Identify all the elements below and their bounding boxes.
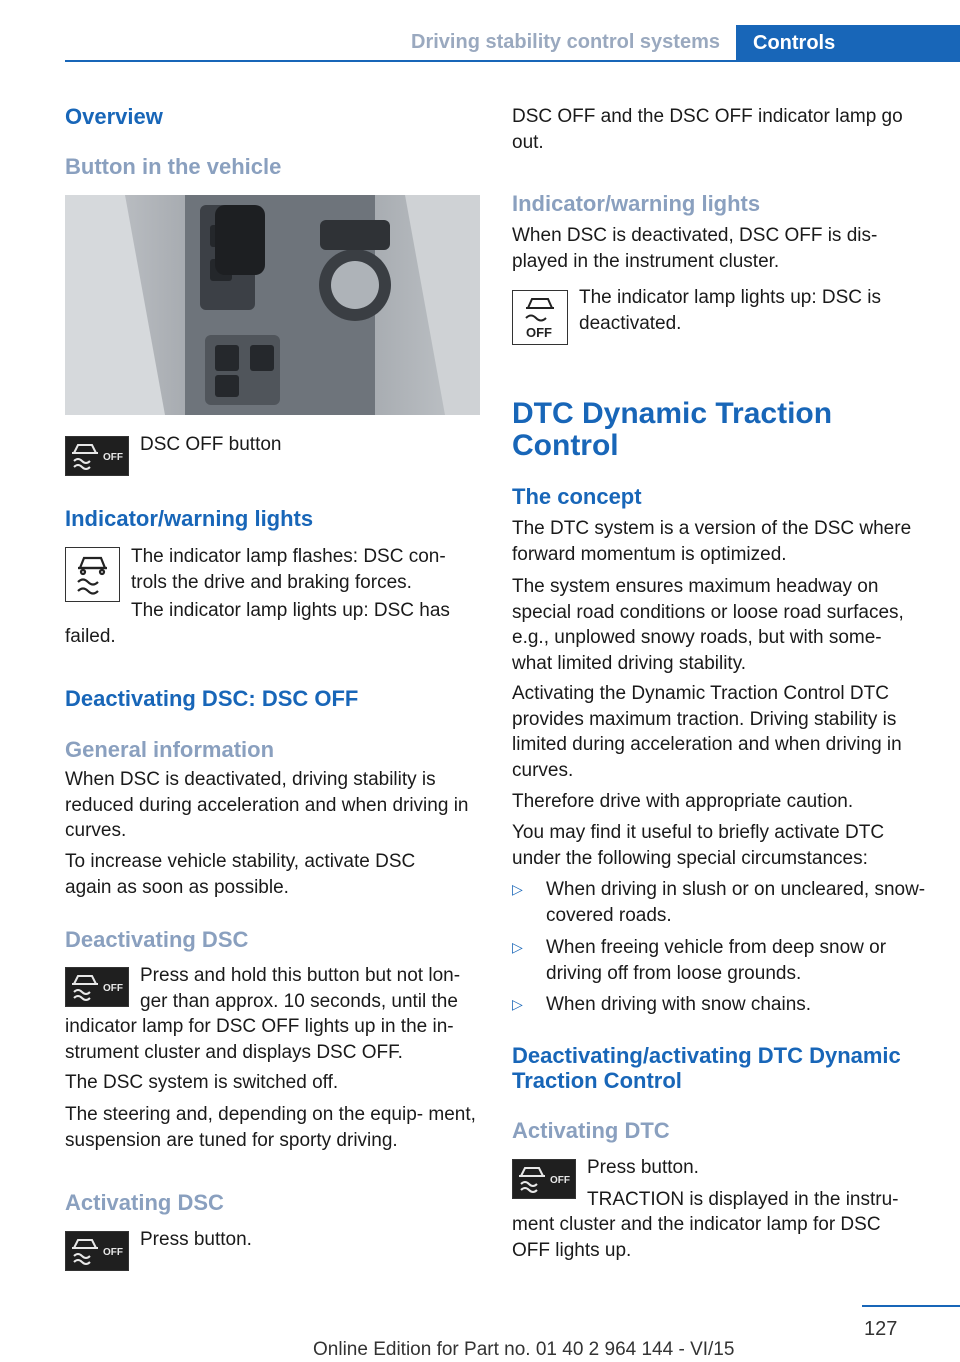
concept-text-4: Therefore drive with appropriate caution.	[512, 791, 854, 812]
dsc-off-goes-out-text: DSC OFF and the DSC OFF indicator lamp go out.	[512, 106, 903, 153]
dsc-off-lamp-label: OFF	[526, 325, 552, 340]
heading-overview: Overview	[65, 104, 163, 129]
running-header-tab-label: Controls	[753, 32, 836, 54]
bullet-triangle-icon: ▷	[512, 939, 523, 955]
concept-text-1: The DTC system is a version of the DSC where forward momentum is optimized.	[512, 518, 912, 565]
heading-indicator-warning-lights: Indicator/warning lights	[65, 506, 314, 531]
heading-dtc-line-2: Control	[512, 429, 619, 462]
dsc-deactivated-lamp-text: The indicator lamp lights up: DSC is deactivated.	[579, 287, 882, 334]
list-item-text: When driving with snow chains.	[546, 994, 812, 1015]
bullet-triangle-icon: ▷	[512, 881, 523, 897]
general-info-text-2: To increase vehicle stability, activate DSC again as soon as possible.	[65, 851, 416, 898]
heading-deactivating-dsc: Deactivating DSC	[65, 927, 249, 952]
running-header-tab	[736, 25, 960, 62]
dsc-off-button-icon-2	[65, 967, 129, 1007]
footer-edition: Online Edition for Part no. 01 40 2 964 144 - VI/15	[313, 1339, 735, 1360]
indicator-lights-up-text-cont: failed.	[65, 626, 116, 647]
dsc-off-button-icon-4	[512, 1159, 576, 1199]
deactivating-dsc-text-3: The steering and, depending on the equip- ment, suspension are tuned for sporty driving.	[65, 1104, 476, 1151]
heading-dtc-line-1: DTC Dynamic Traction	[512, 397, 833, 430]
traction-displayed-text-cont: ment cluster and the indicator lamp for DSC OFF lights up.	[512, 1214, 881, 1261]
traction-displayed-text: TRACTION is displayed in the instru-	[587, 1189, 899, 1210]
activating-dtc-text: Press button.	[587, 1157, 699, 1178]
heading-general-information: General information	[65, 737, 275, 762]
dsc-off-button-icon-3	[65, 1231, 129, 1271]
dsc-indicator-lamp-icon	[65, 547, 120, 602]
indicator-flashes-text: The indicator lamp flashes: DSC con- trols the drive and braking forces.	[131, 546, 446, 593]
footer-rule	[862, 1305, 960, 1307]
concept-text-5: You may find it useful to briefly activate DTC under the following special circumstances:	[512, 822, 885, 869]
general-info-text-1: When DSC is deactivated, driving stability is reduced during acceleration and when driving in curves.	[65, 769, 469, 841]
page-number: 127	[864, 1318, 898, 1340]
concept-text-2: The system ensures maximum headway on special road conditions or loose road surfaces, e.g., unplowed snowy roads, but with some- what limited driving stability.	[512, 576, 904, 674]
heading-activating-dtc: Activating DTC	[512, 1118, 670, 1143]
activating-dsc-text: Press button.	[140, 1229, 252, 1250]
running-header-section: Driving stability control systems	[411, 31, 720, 53]
deactivating-dsc-text-1: Press and hold this button but not lon- ger than approx. 10 seconds, until the	[140, 965, 461, 1012]
deactivating-dsc-text-1-cont: indicator lamp for DSC OFF lights up in the in- strument cluster and displays DSC OFF.	[65, 1016, 454, 1063]
caption-dsc-off-button: DSC OFF button	[140, 434, 282, 455]
dsc-console-photo	[65, 195, 480, 415]
indicator-lights-up-text: The indicator lamp lights up: DSC has	[131, 600, 450, 621]
dsc-off-icon-label: OFF	[103, 452, 123, 463]
heading-the-concept: The concept	[512, 484, 642, 509]
dsc-off-button-icon	[65, 436, 129, 476]
bullet-triangle-icon: ▷	[512, 996, 523, 1012]
heading-deactivating-dsc-off: Deactivating DSC: DSC OFF	[65, 686, 359, 711]
concept-text-3: Activating the Dynamic Traction Control DTC provides maximum traction. Driving stability is limited during acceleration and when driving in curves.	[512, 683, 902, 781]
dsc-off-icon-label-4: OFF	[550, 1175, 570, 1186]
deactivating-dsc-text-2: The DSC system is switched off.	[65, 1072, 339, 1093]
heading-activating-dsc: Activating DSC	[65, 1190, 224, 1215]
list-item-text: When freeing vehicle from deep snow or driving off from loose grounds.	[546, 937, 887, 984]
list-item-text: When driving in slush or on uncleared, snow-covered roads.	[546, 879, 926, 926]
heading-deactivating-activating-dtc: Deactivating/activating DTC Dynamic Traction Control	[512, 1043, 901, 1093]
dsc-off-icon-label-2: OFF	[103, 983, 123, 994]
dsc-off-icon-label-3: OFF	[103, 1247, 123, 1258]
dsc-off-displayed-text: When DSC is deactivated, DSC OFF is dis- played in the instrument cluster.	[512, 225, 878, 272]
heading-indicator-warning-lights-2: Indicator/warning lights	[512, 191, 761, 216]
header-rule	[65, 60, 960, 62]
heading-button-in-vehicle: Button in the vehicle	[65, 154, 282, 179]
dsc-off-indicator-lamp-icon	[512, 290, 568, 345]
